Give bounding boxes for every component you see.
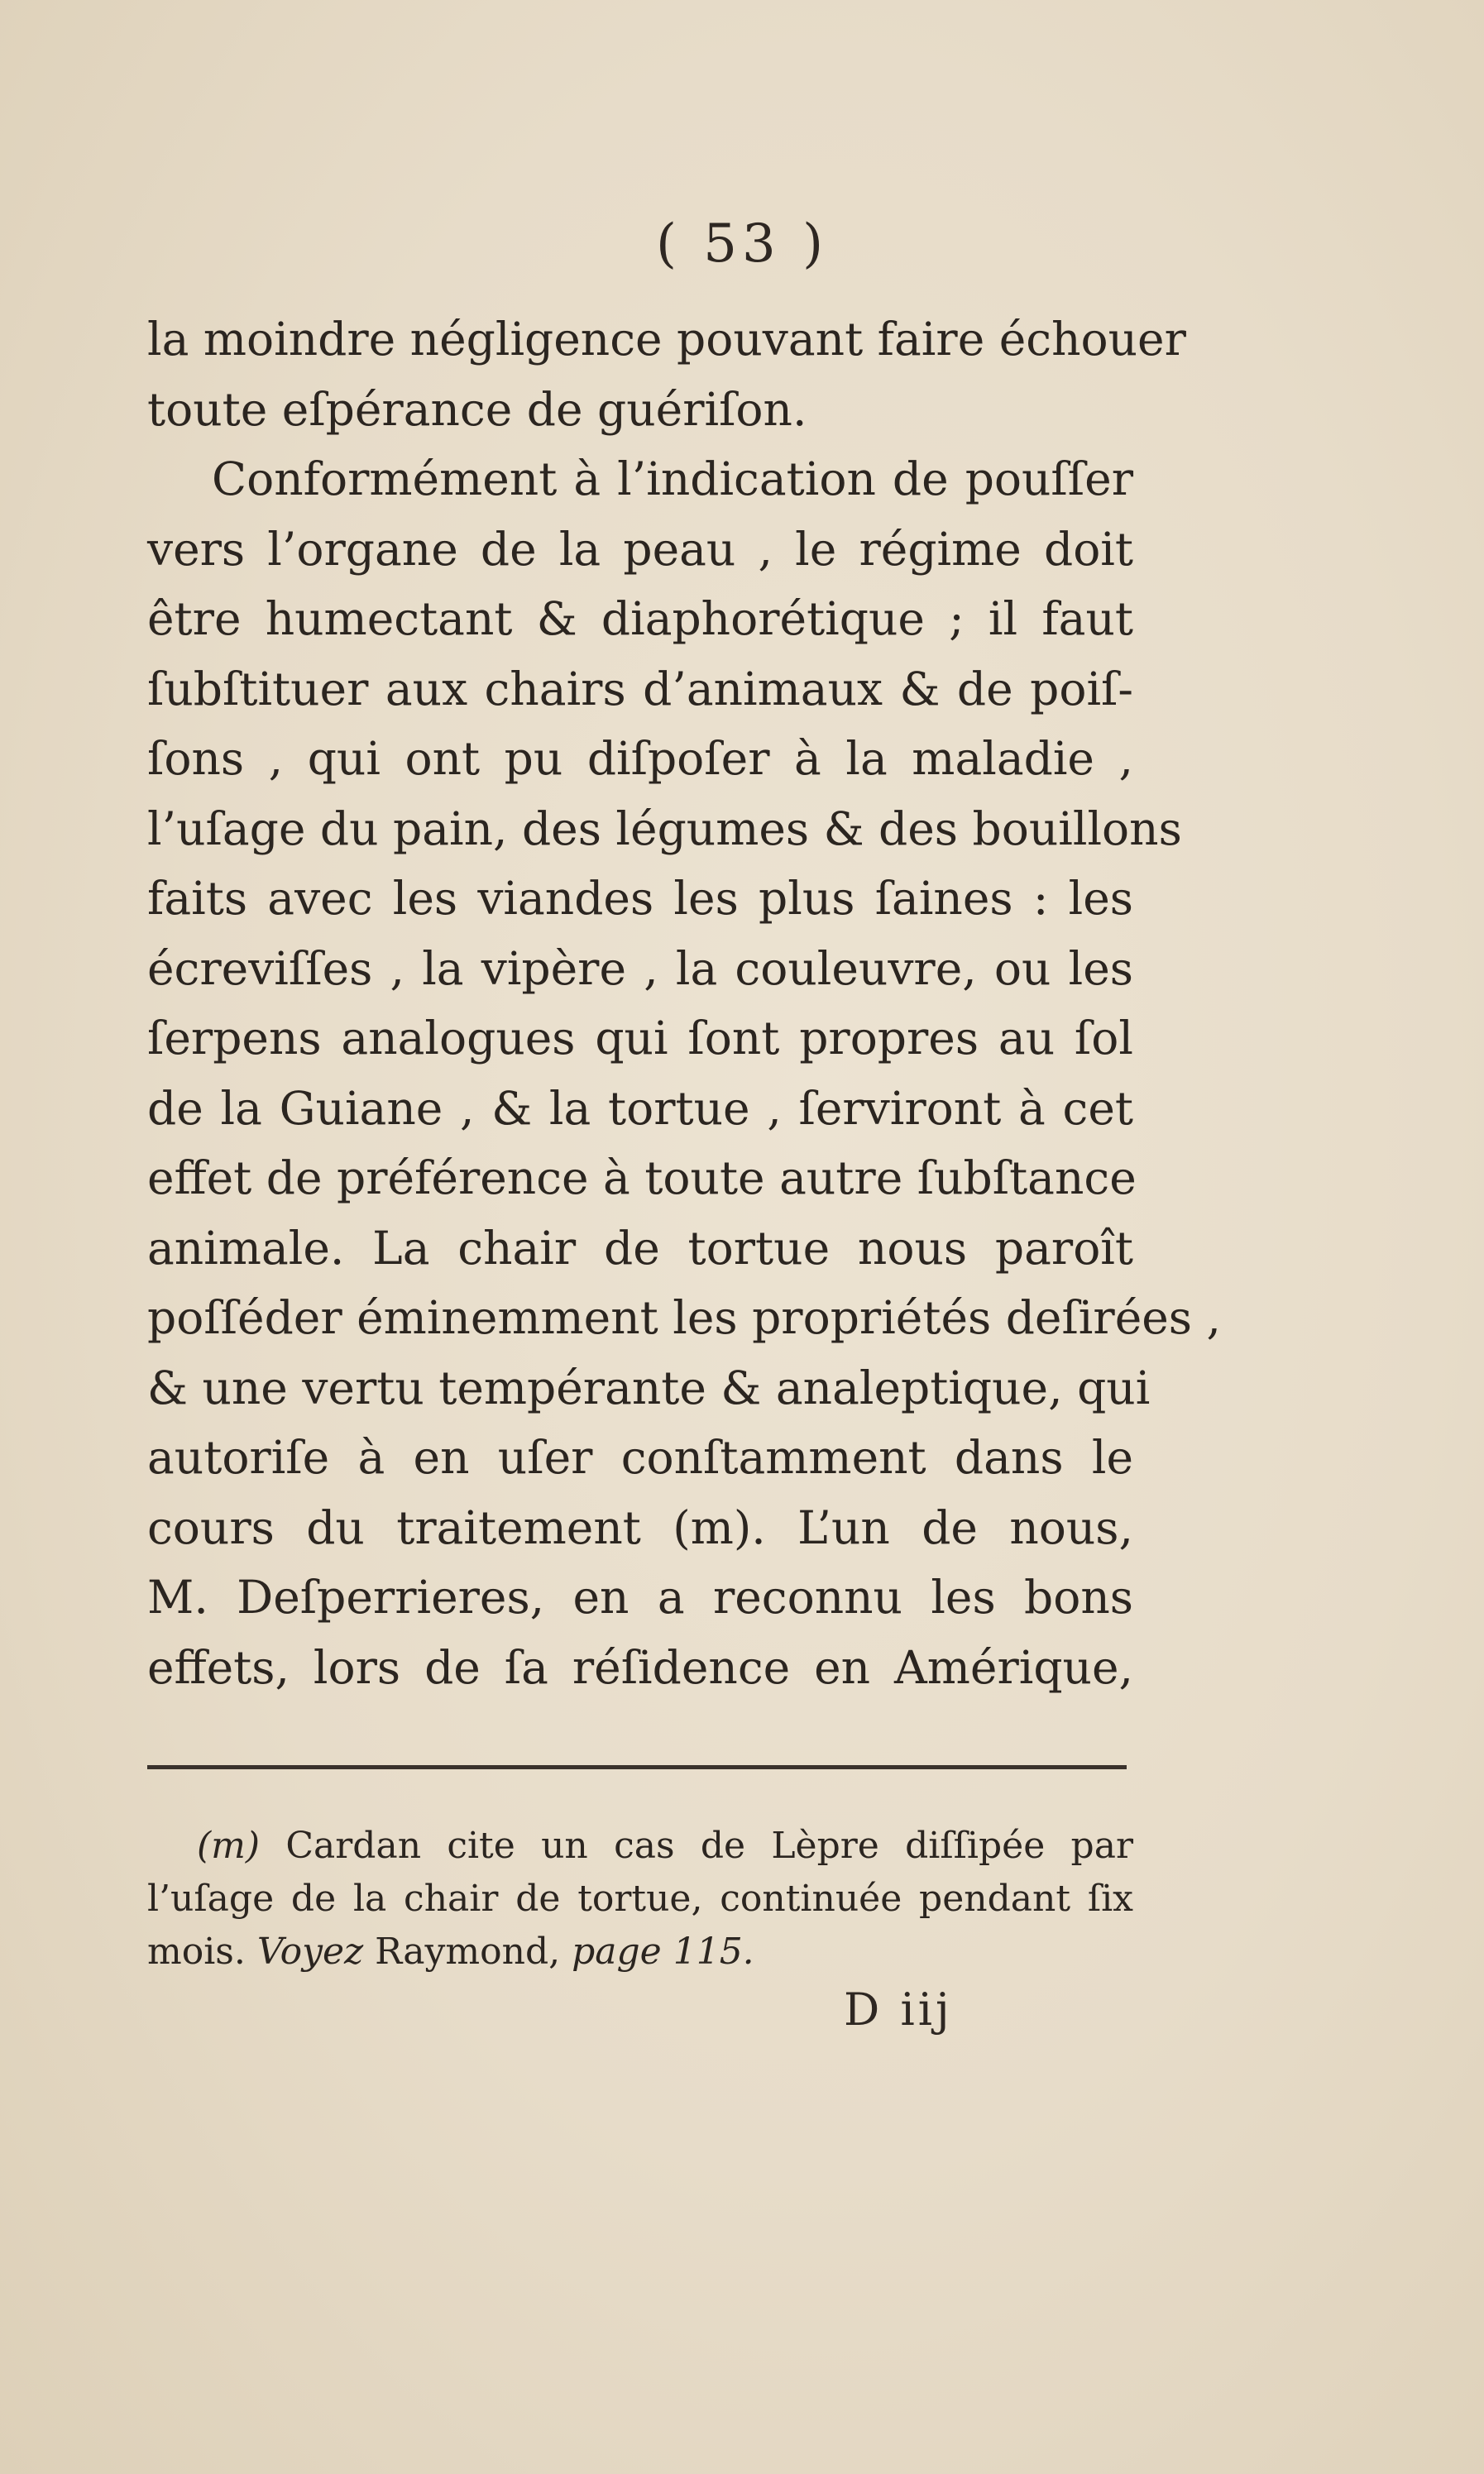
text-line: cours du traitement (m). L’un de nous,	[147, 1500, 1133, 1554]
text-line: ſerpens analogues qui ſont propres au ſol	[147, 1012, 1133, 1065]
text-line: la moindre négligence pouvant faire échouer	[147, 313, 1186, 366]
signature-mark: D iij	[844, 1984, 953, 2036]
body-text	[147, 304, 1221, 1702]
text-line: l’uſage du pain, des légumes & des bouillons	[147, 802, 1182, 855]
footnote-author: Raymond,	[375, 1931, 561, 1973]
text-line: de la Guiane , & la tortue , ſerviront à cet	[147, 1081, 1133, 1135]
footnote-line: l’uſage de la chair de tortue, continuée pendant ſix	[147, 1878, 1133, 1920]
text-line: vers l’organe de la peau , le régime doit	[147, 522, 1133, 576]
text-line: autoriſe à en uſer conſtamment dans le	[147, 1431, 1133, 1484]
text-line: & une vertu tempérante & analeptique, qui	[147, 1361, 1151, 1414]
text-line: effet de préférence à toute autre ſubſtance	[147, 1151, 1137, 1204]
text-line: Conformément à l’indication de pouſſer	[212, 452, 1133, 505]
footnote-text: Cardan cite un cas de Lèpre diſſipée par	[285, 1825, 1133, 1867]
text-line: écreviſſes , la vipère , la couleuvre, ou les	[147, 941, 1133, 995]
footnote-marker: (m)	[197, 1825, 261, 1867]
footnote-page-ref: page 115.	[572, 1931, 754, 1973]
footnote-mois: mois.	[147, 1931, 246, 1973]
text-line: M. Deſperrieres, en a reconnu les bons	[147, 1571, 1133, 1624]
text-line: ſubſtituer aux chairs d’animaux & de poiſ-	[147, 662, 1133, 715]
footnote-divider	[147, 1765, 1127, 1769]
text-line: ſons , qui ont pu diſpoſer à la maladie ,	[147, 732, 1133, 785]
page-number: ( 53 )	[655, 213, 829, 275]
text-line: faits avec les viandes les plus ſaines : les	[147, 872, 1133, 925]
footnote-line	[147, 1820, 1133, 1873]
text-line: poſſéder éminemment les propriétés deſirées ,	[147, 1291, 1221, 1344]
footnote	[147, 1820, 1133, 1979]
text-line: être humectant & diaphorétique ; il faut	[147, 592, 1133, 645]
text-line: animale. La chair de tortue nous paroît	[147, 1221, 1133, 1275]
footnote-line	[147, 1926, 1133, 1979]
text-line: effets, lors de ſa réſidence en Amérique,	[147, 1640, 1133, 1694]
text-line: toute eſpérance de guériſon.	[147, 382, 807, 436]
footnote-voyez: Voyez	[256, 1931, 364, 1973]
